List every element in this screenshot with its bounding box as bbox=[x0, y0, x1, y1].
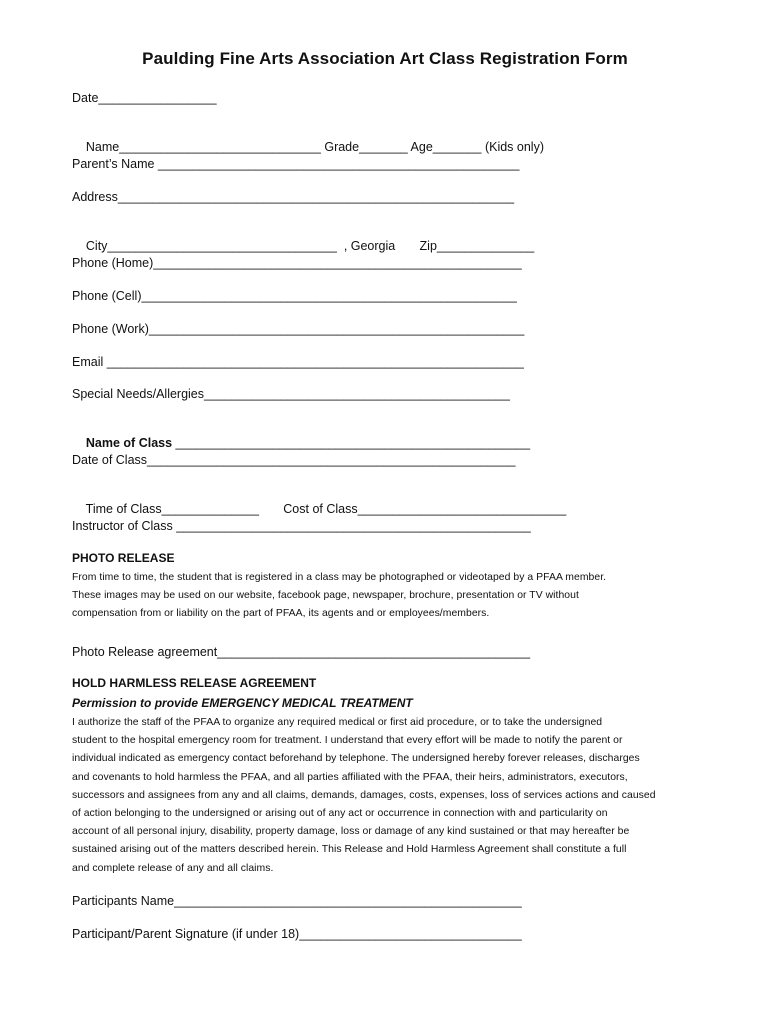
hold-harmless-line: successors and assignees from any and all claims, demands, damages, costs, expenses, loss of services actions and caused bbox=[72, 789, 656, 801]
name-field[interactable]: Name_____________________________ bbox=[85, 140, 321, 154]
time-of-class-field[interactable]: Time of Class______________ bbox=[85, 502, 259, 516]
phone-cell-field[interactable]: Phone (Cell)______________________________________________________ bbox=[72, 289, 517, 303]
city-field[interactable]: City_________________________________ bbox=[85, 239, 337, 253]
address-field[interactable]: Address_________________________________________________________ bbox=[72, 190, 515, 204]
special-needs-field[interactable]: Special Needs/Allergies____________________________________________ bbox=[72, 387, 510, 401]
class-name-label: Name of Class bbox=[85, 436, 173, 450]
form-title: Paulding Fine Arts Association Art Class Registration Form bbox=[142, 49, 628, 68]
photo-release-heading: PHOTO RELEASE bbox=[72, 551, 175, 565]
participants-name-field[interactable]: Participants Name__________________________________________________ bbox=[72, 894, 522, 908]
date-of-class-field[interactable]: Date of Class_____________________________________________________ bbox=[72, 453, 516, 467]
state-label: , Georgia bbox=[343, 239, 396, 253]
photo-release-line: compensation from or liability on the part of PFAA, its agents and or employees/members. bbox=[72, 608, 490, 620]
photo-release-line: These images may be used on our website, facebook page, newspaper, brochure, presentation or TV without bbox=[72, 590, 579, 602]
hold-harmless-line: and covenants to hold harmless the PFAA, and all parties affiliated with the PFAA, their heirs, administrators, executors, bbox=[72, 771, 628, 783]
hold-harmless-line: and complete release of any and all claims. bbox=[72, 862, 274, 874]
hold-harmless-subheading: Permission to provide EMERGENCY MEDICAL TREATMENT bbox=[72, 696, 413, 710]
hold-harmless-line: account of all personal injury, disability, property damage, loss or damage of any kind sustained or that may hereafter be bbox=[72, 826, 630, 838]
phone-work-field[interactable]: Phone (Work)______________________________________________________ bbox=[72, 322, 525, 336]
photo-release-text bbox=[72, 569, 712, 624]
phone-home-field[interactable]: Phone (Home)_____________________________________________________ bbox=[72, 256, 522, 270]
hold-harmless-line: of action belonging to the undersigned or arising out of any act or occurrence in connection with and particularity on bbox=[72, 808, 608, 820]
hold-harmless-text bbox=[72, 714, 712, 878]
class-name-blank[interactable]: ___________________________________________________ bbox=[172, 436, 531, 450]
hold-harmless-line: individual indicated as emergency contact beforehand by telephone. The undersigned hereby forever releases, discharges bbox=[72, 753, 640, 765]
parents-name-field[interactable]: Parent’s Name ____________________________________________________ bbox=[72, 157, 520, 171]
hold-harmless-line: sustained arising out of the matters described herein. This Release and Hold Harmless Agreement shall constitute a full bbox=[72, 844, 627, 856]
zip-field[interactable]: Zip______________ bbox=[419, 239, 535, 253]
email-field[interactable]: Email ____________________________________________________________ bbox=[72, 355, 524, 369]
hold-harmless-heading: HOLD HARMLESS RELEASE AGREEMENT bbox=[72, 676, 317, 690]
photo-release-agreement-field[interactable]: Photo Release agreement_____________________________________________ bbox=[72, 645, 531, 659]
date-field[interactable]: Date_________________ bbox=[72, 91, 217, 105]
hold-harmless-line: I authorize the staff of the PFAA to organize any required medical or first aid procedure, or to take the undersigned bbox=[72, 717, 603, 728]
signature-field[interactable]: Participant/Parent Signature (if under 18)________________________________ bbox=[72, 927, 522, 941]
kids-only-note: (Kids only) bbox=[484, 140, 544, 154]
cost-of-class-field[interactable]: Cost of Class______________________________ bbox=[283, 502, 567, 516]
hold-harmless-line: student to the hospital emergency room for treatment. I understand that every effort will be made to notify the parent or bbox=[72, 735, 623, 747]
age-field[interactable]: Age_______ bbox=[410, 140, 482, 154]
photo-release-line: From time to time, the student that is registered in a class may be photographed or videotaped by a PFAA member. bbox=[72, 572, 607, 583]
grade-field[interactable]: Grade_______ bbox=[324, 140, 408, 154]
instructor-field[interactable]: Instructor of Class ___________________________________________________ bbox=[72, 519, 531, 533]
